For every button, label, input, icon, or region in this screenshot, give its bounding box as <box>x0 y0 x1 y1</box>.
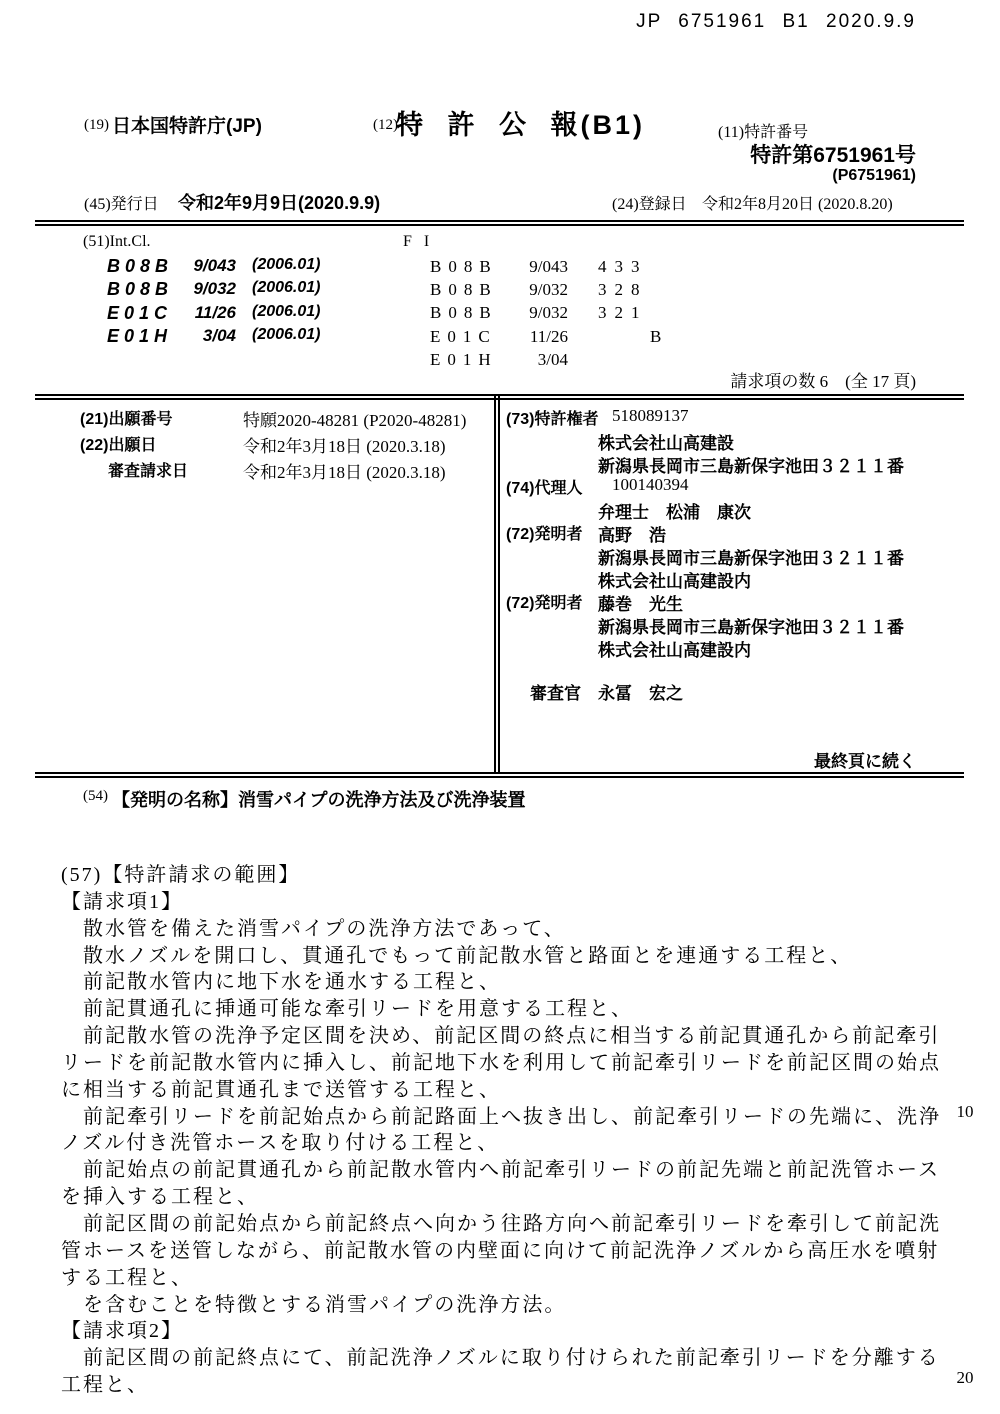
inventor-address: 新潟県長岡市三島新保字池田３２１１番 <box>598 549 904 568</box>
patent-number-tag: (11)特許番号 <box>718 124 809 141</box>
claim-line: ノズル付き洗管ホースを取り付ける工程と、 <box>61 1132 500 1155</box>
margin-line-number-10: 10 <box>956 1102 974 1121</box>
invention-title-label: 【発明の名称】 <box>112 790 238 810</box>
intcl-symbol: E01H <box>107 326 173 346</box>
claim-line: 前記区間の前記終点にて、前記洗浄ノズルに取り付けられた前記牽引リードを分離する <box>61 1347 940 1370</box>
fi-subclass: 433 <box>598 257 648 276</box>
claim-line: に相当する前記貫通孔まで送管する工程と、 <box>61 1078 501 1101</box>
fi-group: 9/032 <box>529 303 568 322</box>
fi-group: 9/032 <box>529 280 568 299</box>
invention-title-tag: (54) <box>83 788 108 804</box>
fi-symbol: B08B <box>430 280 498 299</box>
claim-line: 前記貫通孔に挿通可能な牽引リードを用意する工程と、 <box>61 998 633 1021</box>
intcl-group: 9/043 <box>193 256 236 275</box>
fi-subclass: 328 <box>598 280 648 299</box>
application-number-tag: (21)出願番号 <box>80 411 173 428</box>
claim-line: (57)【特許請求の範囲】 <box>61 864 301 886</box>
margin-line-number-20: 20 <box>956 1368 974 1387</box>
issue-date-tag: (45)発行日 <box>84 196 159 213</box>
invention-title-text <box>112 786 525 812</box>
double-rule-bottom <box>35 772 964 778</box>
intcl-group: 11/26 <box>194 303 236 322</box>
claim-line: 散水ノズルを開口し、貫通孔でもって前記散水管と路面とを連通する工程と、 <box>61 944 853 967</box>
fi-symbol: E01H <box>430 350 498 369</box>
examiner-name: 審査官 永冨 宏之 <box>530 684 683 703</box>
agent-name: 弁理士 松浦 康次 <box>598 503 751 522</box>
claim-line: 【請求項1】 <box>61 890 183 913</box>
patent-number: 特許第6751961号 <box>750 144 916 167</box>
claim-line: 工程と、 <box>61 1374 149 1397</box>
patentee-id: 518089137 <box>612 406 689 425</box>
agent-id: 100140394 <box>612 475 689 494</box>
fi-group: 9/043 <box>529 257 568 276</box>
claim-line: 散水管を備えた消雪パイプの洗浄方法であって、 <box>61 917 566 940</box>
agent-tag: (74)代理人 <box>506 480 583 497</box>
application-number: 特願2020-48281 (P2020-48281) <box>243 411 467 430</box>
fi-group: 11/26 <box>529 327 568 346</box>
running-head: JP 6751961 B1 2020.9.9 <box>636 11 916 32</box>
intcl-version: (2006.01) <box>252 256 321 273</box>
inventor-name: 高野 浩 <box>598 526 666 545</box>
registration-date-tag: (24)登録日 <box>612 196 687 213</box>
patentee-name: 株式会社山高建設 <box>598 434 734 453</box>
office-name: 日本国特許庁(JP) <box>112 116 262 137</box>
patentee-address: 新潟県長岡市三島新保字池田３２１１番 <box>598 457 904 476</box>
registration-date: 令和2年8月20日 (2020.8.20) <box>702 196 893 213</box>
claim-line: 前記牽引リードを前記始点から前記路面上へ抜き出し、前記牽引リードの先端に、洗浄 <box>61 1105 941 1128</box>
claim-line: 前記散水管の洗浄予定区間を決め、前記区間の終点に相当する前記貫通孔から前記牽引 <box>61 1025 941 1048</box>
claim-line: リードを前記散水管内に挿入し、前記地下水を利用して前記牽引リードを前記区間の始点 <box>61 1051 941 1074</box>
inventor-name: 藤巻 光生 <box>598 595 683 614</box>
claim-line: 管ホースを送管しながら、前記散水管の内壁面に向けて前記洗浄ノズルから高圧水を噴射 <box>61 1239 940 1262</box>
gazette-kind-title: 特 許 公 報(B1) <box>396 110 646 140</box>
exam-request-label: 審査請求日 <box>108 463 189 480</box>
fi-symbol: B08B <box>430 257 498 276</box>
intcl-version: (2006.01) <box>252 303 321 320</box>
column-divider-rule <box>494 394 500 772</box>
office-tag: (19) <box>84 117 109 133</box>
double-rule-top <box>35 220 964 226</box>
claim-line: する工程と、 <box>61 1266 193 1289</box>
issue-date: 令和2年9月9日(2020.9.9) <box>178 193 381 213</box>
fi-group: 3/04 <box>537 350 568 369</box>
fi-symbol: B08B <box>430 303 498 322</box>
inventor-affiliation: 株式会社山高建設内 <box>598 641 751 660</box>
inventor-affiliation: 株式会社山高建設内 <box>598 572 751 591</box>
claims-count-note: 請求項の数 6 (全 17 頁) <box>730 372 916 391</box>
claim-line: 前記始点の前記貫通孔から前記散水管内へ前記牽引リードの前記先端と前記洗管ホース <box>61 1159 940 1182</box>
patent-number-paren: (P6751961) <box>832 167 916 184</box>
intcl-label: (51)Int.Cl. <box>83 233 151 250</box>
inventor-tag: (72)発明者 <box>506 526 583 543</box>
inventor-tag: (72)発明者 <box>506 595 583 612</box>
claim-line: を挿入する工程と、 <box>61 1186 259 1209</box>
claim-line: 前記散水管内に地下水を通水する工程と、 <box>61 971 501 994</box>
claim-line: を含むことを特徴とする消雪パイプの洗浄方法。 <box>61 1293 567 1316</box>
claim-line: 【請求項2】 <box>61 1320 183 1343</box>
inventor-address: 新潟県長岡市三島新保字池田３２１１番 <box>598 618 904 637</box>
kind-tag: (12) <box>373 117 398 133</box>
continuation-note: 最終頁に続く <box>814 752 916 771</box>
fi-code: B <box>650 327 662 346</box>
intcl-version: (2006.01) <box>252 279 321 296</box>
intcl-version: (2006.01) <box>252 326 321 343</box>
patentee-tag: (73)特許権者 <box>506 411 599 428</box>
intcl-group: 9/032 <box>193 279 236 298</box>
fi-label: F I <box>403 233 434 250</box>
intcl-symbol: B08B <box>107 279 174 299</box>
exam-request-date: 令和2年3月18日 (2020.3.18) <box>243 463 446 482</box>
intcl-group: 3/04 <box>202 326 236 345</box>
invention-title: 消雪パイプの洗浄方法及び洗浄装置 <box>238 790 526 810</box>
claim-line: 前記区間の前記始点から前記終点へ向かう往路方向へ前記牽引リードを牽引して前記洗 <box>61 1212 941 1235</box>
claims-body <box>61 858 943 1395</box>
fi-subclass: 321 <box>598 303 648 322</box>
application-date: 令和2年3月18日 (2020.3.18) <box>243 437 446 456</box>
intcl-symbol: B08B <box>107 256 174 276</box>
fi-symbol: E01C <box>430 327 497 346</box>
application-date-tag: (22)出願日 <box>80 437 157 454</box>
intcl-symbol: E01C <box>107 303 173 323</box>
